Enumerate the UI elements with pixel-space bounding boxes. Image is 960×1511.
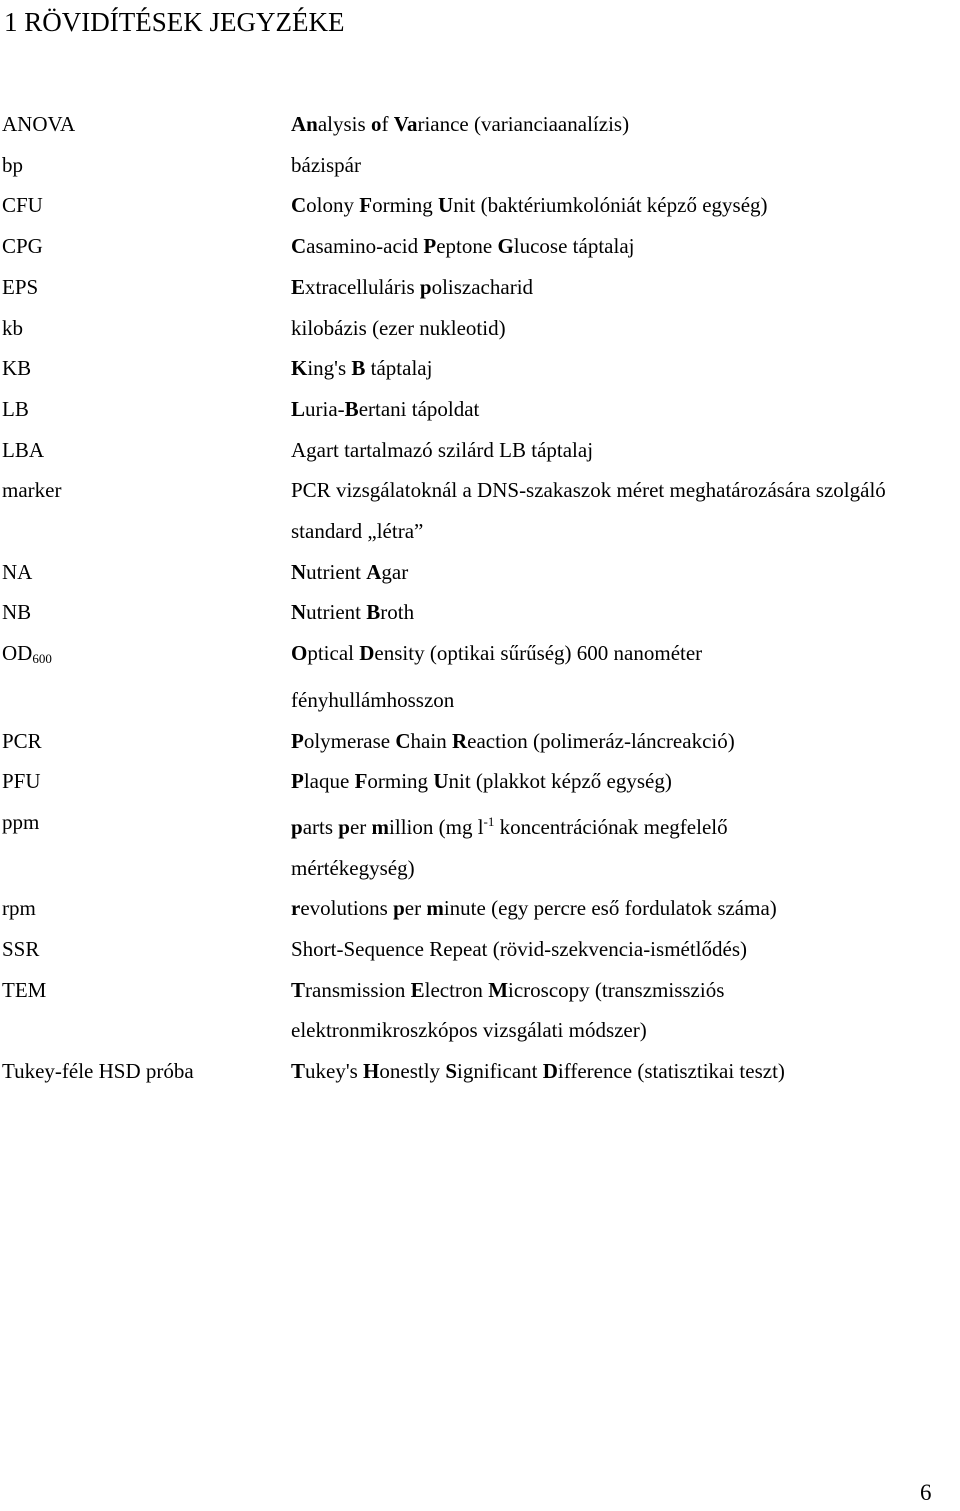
abbreviation-term-text: EPS — [2, 274, 39, 299]
abbreviation-definition — [291, 267, 960, 308]
abbreviation-term — [0, 145, 291, 186]
abbreviation-term — [0, 802, 291, 848]
abbreviation-definition — [291, 104, 960, 145]
definition-text: eptone — [436, 234, 498, 259]
definition-text: fényhullámhosszon — [291, 687, 455, 712]
definition-text: ignificant — [457, 1059, 543, 1084]
definition-bold-letters: D — [542, 1059, 558, 1084]
definition-bold-letters: F — [359, 193, 373, 218]
definition-text: orming — [367, 769, 434, 794]
abbreviation-term-text: kb — [2, 315, 23, 340]
definition-bold-letters: C — [395, 728, 411, 753]
abbreviation-term — [0, 226, 291, 267]
abbreviation-row — [0, 389, 960, 430]
definition-bold-letters: P — [291, 728, 304, 753]
abbreviation-term — [0, 929, 291, 970]
abbreviation-row — [0, 470, 960, 511]
abbreviation-term — [0, 1051, 291, 1092]
abbreviation-definition — [291, 680, 960, 721]
definition-text: alysis — [317, 112, 371, 136]
abbreviation-row — [0, 888, 960, 929]
definition-bold-letters: Va — [393, 112, 418, 136]
abbreviation-term-text: Tukey-féle HSD próba — [2, 1059, 194, 1084]
abbreviation-definition — [291, 226, 960, 267]
abbreviation-row — [0, 348, 960, 389]
definition-text: hain — [410, 728, 452, 753]
abbreviation-row — [0, 226, 960, 267]
abbreviation-term — [0, 888, 291, 929]
definition-text: ertani tápoldat — [358, 396, 480, 421]
definition-bold-letters: N — [291, 559, 307, 584]
abbreviation-row — [0, 970, 960, 1011]
definition-bold-letters: G — [497, 234, 514, 259]
definition-bold-letters: p — [291, 814, 303, 839]
abbreviation-definition — [291, 511, 960, 552]
abbreviation-term-text: KB — [2, 356, 32, 381]
definition-text: laque — [303, 769, 355, 794]
definition-bold-letters: E — [410, 977, 425, 1002]
definition-bold-letters: H — [363, 1059, 380, 1084]
abbreviation-row — [0, 592, 960, 633]
abbreviation-definition — [291, 761, 960, 802]
definition-bold-letters: P — [291, 769, 304, 794]
definition-bold-letters: T — [291, 1059, 306, 1084]
definition-text: bázispár — [291, 152, 361, 177]
abbreviation-term — [0, 389, 291, 430]
definition-bold-letters: E — [291, 274, 306, 299]
definition-bold-letters: D — [359, 641, 375, 666]
abbreviation-term — [0, 470, 291, 511]
definition-bold-letters: L — [291, 396, 306, 421]
abbreviation-term — [0, 104, 291, 145]
abbreviation-term-text: NB — [2, 600, 32, 625]
definition-text: Agart tartalmazó szilárd LB táptalaj — [291, 437, 594, 462]
definition-bold-letters: U — [438, 193, 454, 218]
abbreviation-definition — [291, 1010, 960, 1051]
definition-text: olymerase — [303, 728, 396, 753]
abbreviation-term — [0, 348, 291, 389]
definition-bold-letters: A — [366, 559, 382, 584]
abbreviation-term — [0, 511, 291, 552]
abbreviation-row — [0, 552, 960, 593]
abbreviation-term-text: LB — [2, 396, 29, 421]
abbreviation-list — [0, 104, 960, 1092]
definition-text: oliszacharid — [431, 274, 534, 299]
definition-bold-letters: An — [291, 112, 318, 136]
definition-text: riance (varianciaanalízis) — [417, 112, 630, 136]
definition-bold-letters: F — [354, 769, 368, 794]
abbreviation-term-text: marker — [2, 478, 62, 503]
definition-bold-letters: M — [488, 977, 509, 1002]
definition-bold-letters: O — [291, 641, 308, 666]
definition-text: inute (egy percre eső fordulatok száma) — [443, 896, 777, 921]
abbreviation-row — [0, 185, 960, 226]
definition-text: ing's — [307, 356, 352, 381]
definition-text: evolutions — [300, 896, 394, 921]
definition-text: lucose táptalaj — [513, 234, 635, 259]
definition-text: er — [349, 814, 372, 839]
definition-bold-letters: r — [291, 896, 301, 921]
definition-bold-letters: B — [366, 600, 381, 625]
abbreviation-definition — [291, 552, 960, 593]
definition-text: mértékegység) — [291, 855, 415, 880]
definition-text: koncentrációnak megfelelő — [494, 814, 728, 839]
abbreviation-definition — [291, 592, 960, 633]
definition-text: utrient — [306, 559, 367, 584]
abbreviation-term-text: OD — [2, 641, 33, 666]
abbreviation-row — [0, 511, 960, 552]
abbreviation-term-text: ANOVA — [2, 112, 76, 136]
abbreviation-row — [0, 802, 960, 848]
definition-text: táptalaj — [365, 356, 433, 381]
abbreviation-term — [0, 633, 291, 680]
abbreviation-subscript: 600 — [32, 651, 52, 667]
abbreviation-term — [0, 552, 291, 593]
abbreviation-row — [0, 308, 960, 349]
definition-bold-letters: B — [344, 396, 359, 421]
definition-text: uria- — [305, 396, 345, 421]
definition-text: roth — [380, 600, 415, 625]
abbreviation-definition — [291, 185, 960, 226]
abbreviation-row — [0, 680, 960, 721]
definition-text: er — [404, 896, 427, 921]
abbreviation-row — [0, 848, 960, 889]
definition-bold-letters: U — [433, 769, 449, 794]
abbreviation-row — [0, 267, 960, 308]
definition-text: onestly — [379, 1059, 446, 1084]
definition-text: kilobázis (ezer nukleotid) — [291, 315, 506, 340]
abbreviation-definition — [291, 721, 960, 762]
definition-text: f — [381, 112, 394, 136]
definition-bold-letters: N — [291, 600, 307, 625]
abbreviation-definition — [291, 888, 960, 929]
definition-text: standard „létra” — [291, 519, 424, 544]
definition-bold-letters: p — [419, 274, 432, 299]
definition-text: Short-Sequence Repeat (rövid-szekvencia-ismétlődés) — [291, 937, 748, 962]
definition-text: asamino-acid — [306, 234, 424, 259]
definition-superscript: -1 — [483, 813, 495, 829]
abbreviation-definition — [291, 848, 960, 889]
definition-text: ensity (optikai sűrűség) 600 nanométer — [374, 641, 703, 666]
definition-bold-letters: p — [393, 896, 405, 921]
definition-bold-letters: S — [445, 1059, 457, 1084]
definition-text: nit (plakkot képző egység) — [448, 769, 672, 794]
definition-bold-letters: C — [291, 234, 307, 259]
abbreviation-row — [0, 761, 960, 802]
definition-text: lectron — [424, 977, 489, 1002]
abbreviation-term — [0, 267, 291, 308]
abbreviation-row — [0, 104, 960, 145]
definition-bold-letters: K — [291, 356, 308, 381]
definition-bold-letters: p — [338, 814, 350, 839]
abbreviation-term-text: CPG — [2, 234, 43, 259]
abbreviation-definition — [291, 145, 960, 186]
abbreviation-term-text: rpm — [2, 896, 36, 921]
abbreviation-term-text: SSR — [2, 937, 40, 962]
abbreviation-term-text: bp — [2, 152, 23, 177]
definition-text: arts — [302, 814, 339, 839]
abbreviation-term-text: TEM — [2, 977, 47, 1002]
abbreviation-term-text: PFU — [2, 769, 41, 794]
abbreviation-definition — [291, 929, 960, 970]
abbreviation-definition — [291, 633, 960, 680]
definition-text: orming — [372, 193, 439, 218]
abbreviation-term — [0, 430, 291, 471]
definition-text: illion (mg l — [389, 814, 484, 839]
abbreviation-term — [0, 1010, 291, 1051]
definition-text: gar — [381, 559, 409, 584]
abbreviation-row — [0, 1051, 960, 1092]
definition-bold-letters: m — [371, 814, 390, 839]
definition-text: utrient — [306, 600, 367, 625]
abbreviation-term — [0, 592, 291, 633]
abbreviation-term-text: NA — [2, 559, 33, 584]
definition-text: elektronmikroszkópos vizsgálati módszer) — [291, 1018, 647, 1043]
abbreviation-term — [0, 848, 291, 889]
definition-bold-letters: o — [370, 112, 382, 136]
definition-bold-letters: m — [426, 896, 444, 921]
definition-text: xtracelluláris — [305, 274, 420, 299]
abbreviation-definition — [291, 308, 960, 349]
abbreviation-row — [0, 430, 960, 471]
abbreviation-term — [0, 680, 291, 721]
definition-bold-letters: R — [451, 728, 468, 753]
definition-text: PCR vizsgálatoknál a DNS-szakaszok méret meghatározására szolgáló — [291, 478, 886, 503]
definition-bold-letters: T — [291, 977, 306, 1002]
definition-text: icroscopy (transzmissziós — [508, 977, 725, 1002]
abbreviation-row — [0, 721, 960, 762]
abbreviation-definition — [291, 348, 960, 389]
abbreviation-definition — [291, 802, 960, 848]
definition-text: ptical — [307, 641, 360, 666]
abbreviation-term — [0, 761, 291, 802]
abbreviation-definition — [291, 430, 960, 471]
definition-text: olony — [306, 193, 360, 218]
definition-bold-letters: P — [423, 234, 437, 259]
abbreviation-term — [0, 970, 291, 1011]
definition-text: ukey's — [305, 1059, 364, 1084]
abbreviation-term-text: CFU — [2, 193, 43, 218]
definition-text: ifference (statisztikai teszt) — [557, 1059, 785, 1084]
abbreviation-definition — [291, 1051, 960, 1092]
abbreviation-row — [0, 145, 960, 186]
abbreviation-definition — [291, 389, 960, 430]
definition-text: eaction (polimeráz-láncreakció) — [467, 728, 735, 753]
abbreviation-definition — [291, 970, 960, 1011]
definition-bold-letters: B — [351, 356, 366, 381]
page-title: 1 RÖVIDÍTÉSEK JEGYZÉKE — [4, 7, 345, 37]
abbreviation-row — [0, 1010, 960, 1051]
abbreviation-term-text: LBA — [2, 437, 44, 462]
abbreviation-row — [0, 929, 960, 970]
abbreviation-row — [0, 633, 960, 680]
definition-text: nit (baktériumkolóniát képző egység) — [453, 193, 768, 218]
abbreviation-term — [0, 308, 291, 349]
abbreviation-term-text: ppm — [2, 809, 40, 834]
abbreviation-term — [0, 721, 291, 762]
abbreviation-definition — [291, 470, 960, 511]
abbreviation-term-text: PCR — [2, 728, 42, 753]
abbreviation-term — [0, 185, 291, 226]
page-number: 6 — [920, 1480, 932, 1505]
definition-bold-letters: C — [291, 193, 307, 218]
definition-text: ransmission — [305, 977, 411, 1002]
